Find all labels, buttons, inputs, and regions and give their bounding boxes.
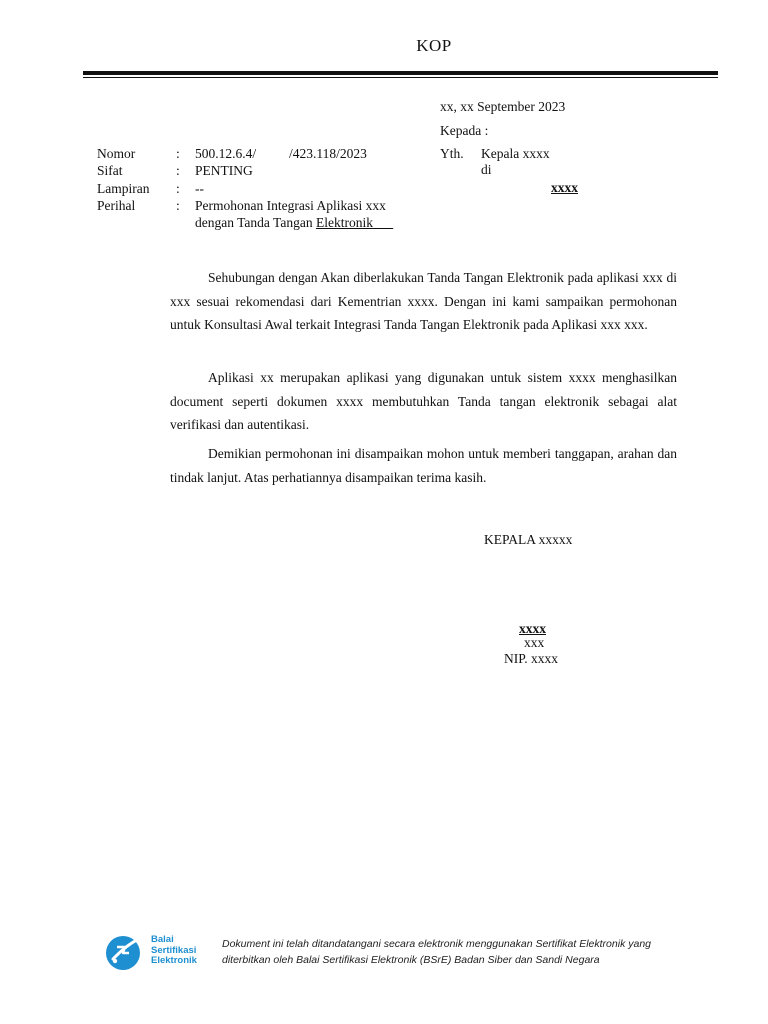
- nomor-value-b: /423.118/2023: [289, 146, 367, 161]
- nomor-colon: :: [176, 146, 180, 161]
- kepada-label: Kepada :: [440, 123, 489, 138]
- perihal-line1: Permohonan Integrasi Aplikasi xxx: [195, 198, 386, 213]
- bsre-logo-text: [151, 935, 197, 967]
- body-paragraph-3: Demikian permohonan ini disampaikan mohon untuk memberi tanggapan, arahan dan tindak lanjut. Atas perhatiannya disampaikan terima kasih.: [170, 446, 677, 485]
- sifat-value: PENTING: [195, 163, 253, 178]
- bsre-emblem-icon: [103, 933, 145, 973]
- footer-line-1: Dokument ini telah ditandatangani secara elektronik menggunakan Sertifikat Elektronik yang: [222, 938, 652, 950]
- letterhead-rule-thick: [83, 71, 718, 75]
- sifat-label: Sifat: [97, 163, 123, 178]
- recipient-di: di: [481, 162, 492, 177]
- nomor-label: Nomor: [97, 146, 136, 161]
- recipient-place: xxxx: [551, 180, 578, 195]
- recipient-name: Kepala xxxx: [481, 146, 550, 161]
- logo-line-2: Sertifikasi: [151, 944, 197, 956]
- perihal-line2-underlined: Elektronik: [315, 215, 373, 230]
- signatory-rank: xxx: [524, 635, 545, 650]
- logo-line-3: Elektronik: [151, 955, 197, 966]
- bsre-logo: [103, 933, 213, 973]
- letter-date: xx, xx September 2023: [440, 99, 566, 114]
- perihal-line2-text: dengan Tanda Tangan: [195, 215, 316, 230]
- body-paragraph-1: Sehubungan dengan Akan diberlakukan Tanda Tangan Elektronik pada aplikasi xxx di xxx sesuai rekomendasi dari Kementrian xxxx. Dengan ini kami sampaikan permohonan untuk Konsultasi Awal terkait Integrasi Tanda Tangan Elektronik pada Aplikasi xxx xxx.: [170, 270, 677, 332]
- perihal-colon: :: [176, 198, 180, 213]
- body-paragraph-2: Aplikasi xx merupakan aplikasi yang digunakan untuk sistem xxxx menghasilkan document seperti dokumen xxxx membutuhkan Tanda tangan elektronik sebagai alat verifikasi dan autentikasi.: [170, 370, 677, 432]
- sifat-colon: :: [176, 163, 180, 178]
- yth-label: Yth.: [440, 146, 464, 161]
- logo-line-1: Balai: [151, 934, 174, 945]
- footer-disclaimer: [222, 936, 651, 968]
- nomor-value-a: 500.12.6.4/: [195, 146, 257, 161]
- signatory-name: xxxx: [519, 621, 546, 636]
- signature-title: KEPALA xxxxx: [484, 532, 573, 547]
- letterhead-rule-thin: [83, 77, 718, 78]
- letterhead-kop: KOP: [416, 36, 452, 55]
- perihal-label: Perihal: [97, 198, 136, 213]
- perihal-underline-tail: [373, 215, 393, 230]
- signatory-nip: NIP. xxxx: [504, 651, 559, 666]
- lampiran-value: --: [195, 181, 204, 196]
- perihal-line2: [195, 214, 393, 232]
- footer-line-2: diterbitkan oleh Balai Sertifikasi Elektronik (BSrE) Badan Siber dan Sandi Negara: [222, 954, 600, 966]
- lampiran-colon: :: [176, 181, 180, 196]
- lampiran-label: Lampiran: [97, 181, 150, 196]
